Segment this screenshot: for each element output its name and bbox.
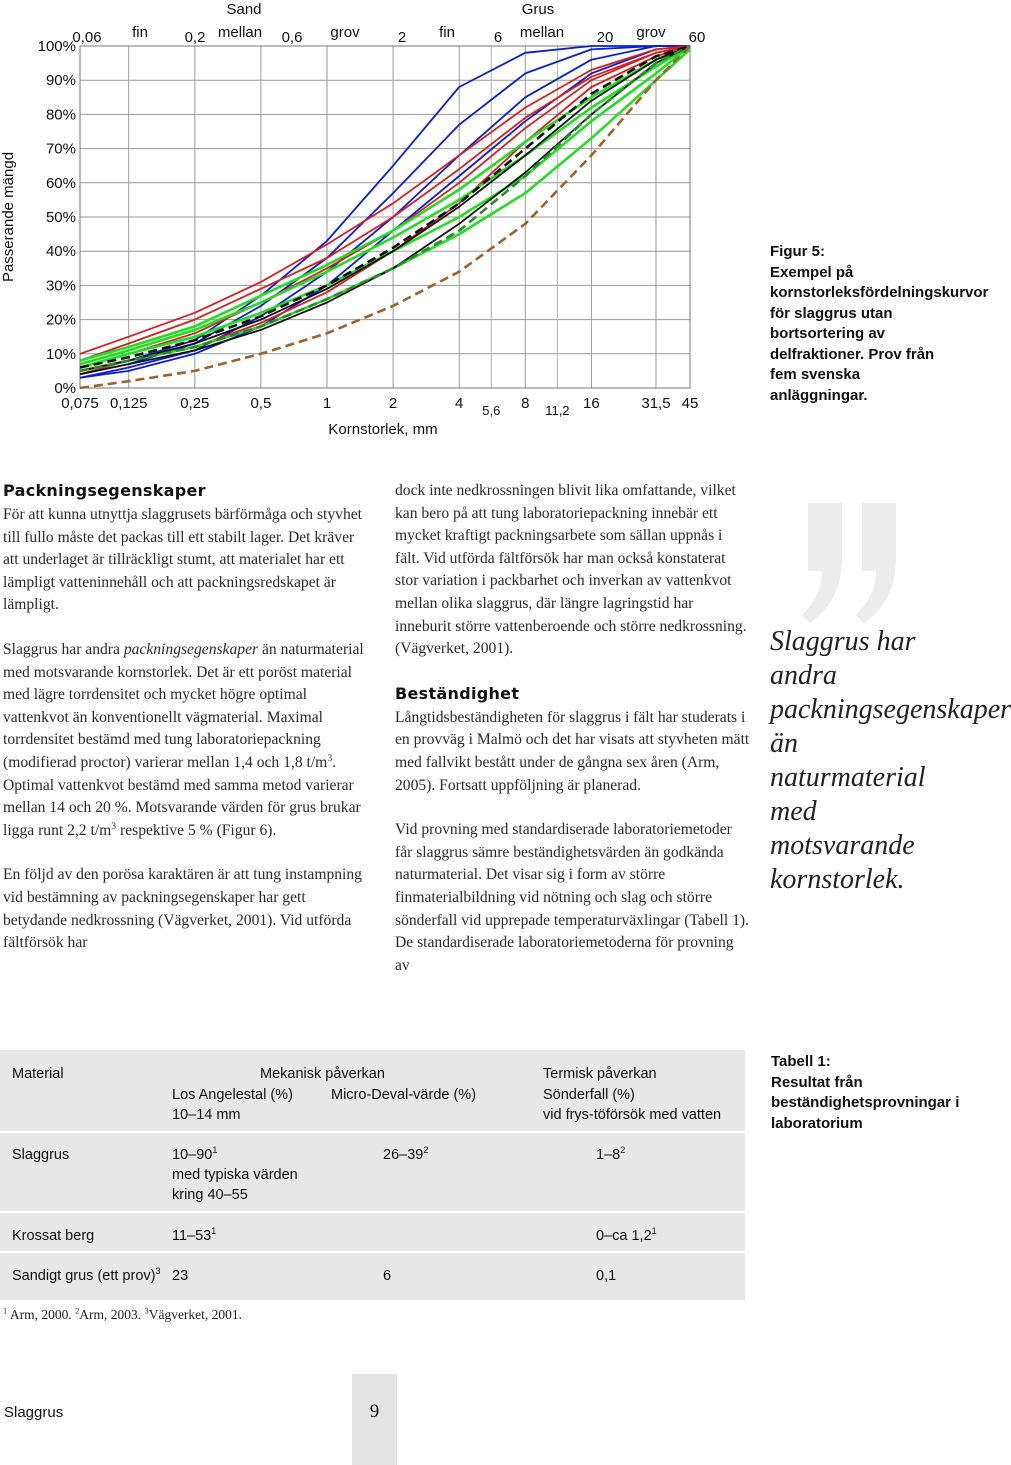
y-tick-label: 60% — [45, 174, 76, 192]
pull-quote: Slaggrus har andra packningsegenskaper än naturmaterial med motsvarande kornstorlek. — [770, 626, 1011, 895]
section-heading-bestandighet: Beständighet — [395, 683, 520, 703]
table-row-slaggrus-los-angeles: $10-90^1$ — [172, 1145, 218, 1163]
table-divider — [0, 1131, 745, 1133]
table-row-slaggrus-typical: med typiska värden — [172, 1167, 298, 1183]
x-tick-label-secondary: 11,2 — [545, 403, 570, 418]
fraction-boundary-label: 0,2 — [184, 29, 206, 46]
table-header-los-angeles: Los Angelestal (%) — [172, 1087, 293, 1103]
y-tick-label: 0% — [54, 380, 76, 397]
table-row-sandigt-los-angeles: 23 — [172, 1268, 189, 1284]
y-tick-label: 70% — [45, 140, 76, 158]
fraction-boundary-label: 0,6 — [281, 29, 303, 46]
x-tick-label: 0,25 — [180, 395, 210, 412]
fraction-name-label: grov — [330, 24, 360, 41]
x-tick-label: 45 — [681, 395, 699, 412]
paragraph-packning-2: Slaggrus har andra packningsegenskaper än naturmaterial med motsvarande kornstorlek. Det är ett poröst material med lägre torrdensitet och mycket högre optimal vattenkvot än konventionellt vägmaterial. Maximal torrdensitet bestämd med tung laboratoriepackning (modifierad proctor) varierar mellan 1,4 och 1,8 $t/m^3$. Optimal vattenkvot bestämd med samma metod varierar mellan 14 och 20 %. Motsvarande värden för grus brukar ligga runt 2,2 $t/m^3$ respektive 5 % (Figur 6). — [3, 640, 364, 839]
y-tick-label: 90% — [45, 72, 76, 90]
fraction-boundary-label: 2 — [397, 29, 407, 46]
table-header-thermal: Termisk påverkan — [543, 1066, 657, 1082]
fraction-name-label: mellan — [217, 24, 263, 41]
table-row-slaggrus-disintegration: $1-8^2$ — [596, 1145, 626, 1163]
y-tick-label: 10% — [45, 345, 76, 363]
page-number: 9 — [369, 1401, 380, 1422]
figure-caption-text: Exempel på kornstorleksfördelningskurvor för slaggrus utan bortsortering av delfraktioner. Prov från fem svenska anläggningar. — [770, 263, 989, 404]
x-tick-label: 4 — [455, 395, 464, 412]
quote-mark-icon — [790, 495, 920, 635]
table-header-los-angeles-fraction: 10–14 mm — [172, 1107, 241, 1123]
fraction-boundary-label: 60 — [688, 29, 706, 46]
table-header-disintegration: Sönderfall (%) — [543, 1087, 635, 1103]
fraction-boundary-label: 0,06 — [72, 29, 102, 46]
table-divider — [0, 1211, 745, 1213]
chart-y-axis-label: Passerande mängd — [0, 151, 17, 283]
fraction-name-label: fin — [132, 24, 148, 41]
table-label: Tabell 1: — [771, 1053, 831, 1070]
table-row-slaggrus-micro-deval: $26-39^2$ — [383, 1145, 429, 1163]
chart-x-axis-label: Kornstorlek, mm — [328, 421, 438, 438]
table-caption-text: Resultat från beständighetsprovningar i laboratorium — [771, 1073, 960, 1132]
table-row-slaggrus-typical-range: kring 40–55 — [172, 1187, 248, 1203]
figure-label: Figur 5: — [770, 243, 825, 260]
left-column — [3, 480, 368, 977]
fraction-name-label: mellan — [519, 24, 565, 41]
x-tick-label: 8 — [521, 395, 530, 412]
x-tick-label-secondary: 5,6 — [482, 403, 501, 418]
x-tick-label: 0,125 — [109, 395, 148, 412]
y-tick-label: 100% — [37, 38, 76, 55]
x-tick-label: 31,5 — [641, 395, 671, 412]
y-tick-label: 30% — [45, 277, 76, 295]
x-tick-label: 0,5 — [250, 395, 272, 412]
paragraph-bestandighet-2: Vid provning med standardiserade laboratoriemetoder får slaggrus sämre beständighetsvärden än godkända naturmaterial. Det visar sig i form av större finmaterialbildning vid nötning och slag och större sönderfall vid upprepade temperaturväxlingar (Tabell 1). De standardiserade laboratoriemetoderna för provning av — [395, 821, 749, 974]
figure-caption — [770, 242, 989, 406]
fraction-name-label: grov — [636, 24, 666, 41]
fraction-name-label: fin — [439, 24, 455, 41]
x-tick-label: 16 — [583, 395, 600, 412]
table-footnotes: $^1$ Arm, 2000. $^2$Arm, 2003. $^3$Vägverket, 2001. — [3, 1306, 243, 1322]
middle-column — [395, 480, 750, 999]
table-row-krossat-los-angeles: $11-53^1$ — [172, 1226, 217, 1244]
running-footer-title: Slaggrus — [4, 1404, 64, 1421]
x-tick-label: 2 — [388, 395, 398, 412]
fraction-boundary-label: 6 — [493, 29, 503, 46]
table-header-mechanical: Mekanisk påverkan — [260, 1066, 385, 1082]
paragraph-bestandighet-1: Långtidsbeständigheten för slaggrus i fält har studerats i en provväg i Malmö och det har visats att styvheten mätt med fallvikt bestått under de gångna sex åren (Arm, 2005). Fortsatt uppföljning är planerad. — [395, 708, 750, 794]
grain-size-chart — [0, 0, 760, 445]
paragraph-packning-1: För att kunna utnyttja slaggrusets bärförmåga och styvhet till fullo måste det packas till ett stabilt lager. Det kräver att underlaget är tillräckligt stumt, att materialet har ett lämpligt vatteninnehåll och att packningsredskapet är lämpligt. — [3, 506, 363, 614]
table-row-sandigt-micro-deval: 6 — [383, 1268, 392, 1284]
x-tick-label: 0,075 — [61, 395, 99, 412]
y-tick-label: 40% — [45, 243, 76, 261]
table-caption — [771, 1052, 961, 1134]
paragraph-packning-3: En följd av den porösa karaktären är att tung instampning vid bestämning av packningsegenskaper har gett betydande nedkrossning (Vägverket, 2001). Vid utförda fältförsök har — [3, 866, 362, 952]
x-tick-label: 1 — [322, 395, 332, 412]
fraction-group-label: Sand — [226, 1, 262, 18]
fraction-group-label: Grus — [521, 1, 555, 18]
y-tick-label: 50% — [45, 209, 76, 226]
table-header-material: Material — [12, 1066, 64, 1082]
table-row-sandigt-disintegration: 0,1 — [596, 1268, 617, 1284]
table-row-krossat-disintegration: 0–ca $1,2^1$ — [596, 1226, 657, 1244]
table-row-sandigt-material: Sandigt grus (ett prov)$^3$ — [12, 1266, 161, 1284]
table-row-slaggrus-material: Slaggrus — [12, 1147, 70, 1163]
paragraph-continued: dock inte nedkrossningen blivit lika omfattande, vilket kan bero på att tung laboratoriepackning innebär ett mycket kraftigt packningsarbete som sällan uppnås i fält. Vid utförda fältförsök har man också konstaterat stor variation i packbarhet och inverkan av vattenkvot mellan olika slaggrus, där längre lagringstid har inneburit större vattenberoende och större nedkrossning. (Vägverket, 2001). — [395, 482, 747, 658]
section-heading-packning: Packningsegenskaper — [3, 481, 206, 500]
table-header-freeze-thaw: vid frys-töförsök med vatten — [543, 1107, 722, 1123]
y-tick-label: 80% — [45, 106, 76, 124]
y-tick-label: 20% — [45, 311, 76, 329]
table-header-micro-deval: Micro-Deval-värde (%) — [331, 1087, 477, 1103]
table-divider — [0, 1251, 745, 1253]
fraction-boundary-label: 20 — [596, 29, 614, 46]
table-row-krossat-material: Krossat berg — [12, 1228, 95, 1244]
